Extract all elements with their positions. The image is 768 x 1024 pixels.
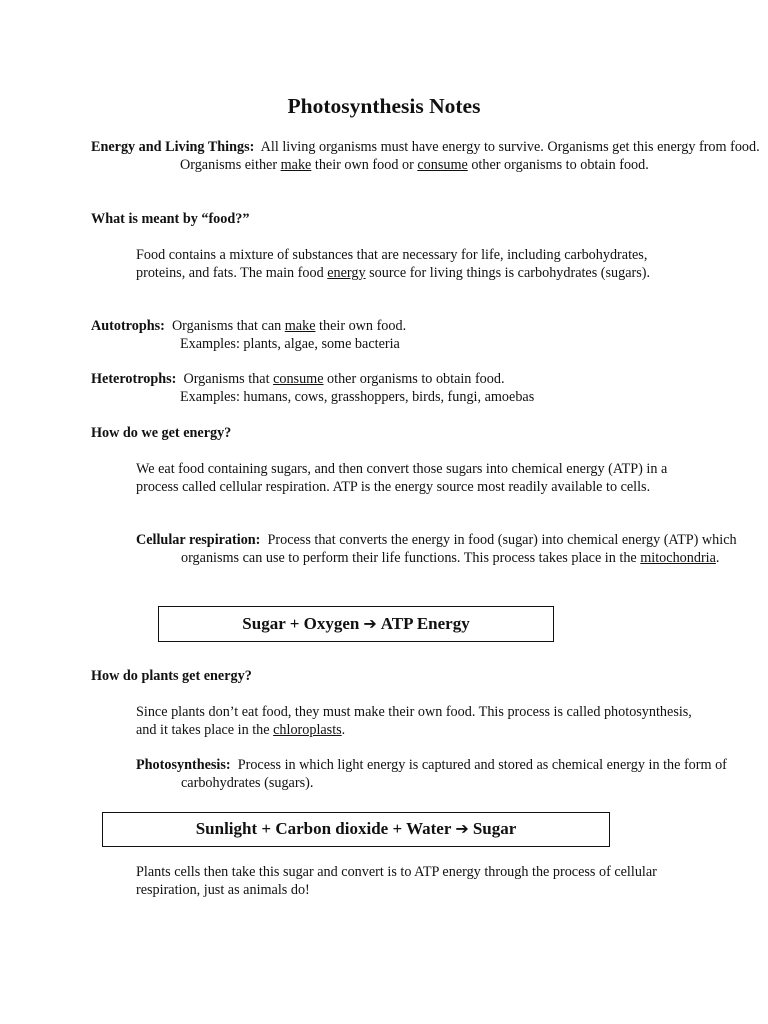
plants-question-heading [91,667,691,685]
heterotrophs-paragraph [91,370,691,388]
photosynthesis-label: Photosynthesis: [136,757,231,773]
respiration-equation-box [158,606,554,642]
closing-paragraph: Plants cells then take this sugar and convert is to ATP energy through the process of cellular respiration, just as animals do! [136,864,657,898]
cellular-respiration-paragraph [136,531,741,567]
cellular-respiration-text-1: Process that converts the energy in food (sugar) into chemical energy (ATP) which organisms can use to perform their life functions. This process takes place in the [181,532,737,566]
autotrophs-text-2: their own food. [315,318,407,334]
food-answer-energy: energy [327,265,366,281]
autotrophs-text-1: Organisms that can [171,318,285,334]
cellular-respiration-mitochondria: mitochondria [640,550,716,566]
plants-answer-chloroplasts: chloroplasts [273,722,342,738]
energy-living-text-1: All living organisms must have energy to survive. Organisms get this energy from food. Organisms either [180,139,760,173]
energy-answer: We eat food containing sugars, and then convert those sugars into chemical energy (ATP) in a process called cellular respiration. ATP is the energy source most readily available to cells. [136,461,668,495]
right-arrow-icon: ➔ [455,819,469,838]
heterotrophs-examples: Examples: humans, cows, grasshoppers, birds, fungi, amoebas [180,389,535,405]
autotrophs-label: Autotrophs: [91,318,165,334]
energy-living-label: Energy and Living Things: [91,139,255,155]
heterotrophs-text-2: other organisms to obtain food. [323,371,505,387]
photosynthesis-text: Process in which light energy is captured and stored as chemical energy in the form of carbohydrates (sugars). [181,757,727,791]
photosynthesis-paragraph [136,756,741,792]
cellular-respiration-text-2: . [715,550,720,566]
food-answer-paragraph [136,246,696,282]
energy-question-heading [91,424,691,442]
energy-living-paragraph [91,138,768,174]
energy-living-text-2: their own food or [311,157,418,173]
respiration-equation-right: ATP Energy [380,614,470,633]
photosynthesis-equation-left: Sunlight + Carbon dioxide + Water [195,819,452,838]
autotrophs-make: make [284,318,316,334]
energy-living-make: make [280,157,312,173]
heterotrophs-consume: consume [273,371,324,387]
right-arrow-icon: ➔ [363,614,377,633]
page-title: Photosynthesis Notes [287,94,481,118]
plants-answer-text-2: . [341,722,346,738]
food-question-heading [91,210,691,228]
food-question: What is meant by “food?” [91,211,250,227]
energy-living-consume: consume [417,157,468,173]
food-answer-text-1: Food contains a mixture of substances that are necessary for life, including carbohydrates, proteins, and fats. The main food [136,247,648,281]
plants-answer-paragraph [136,703,696,739]
respiration-equation-left: Sugar + Oxygen [242,614,360,633]
photosynthesis-equation-box [102,812,610,847]
food-answer-text-2: source for living things is carbohydrates (sugars). [365,265,651,281]
plants-answer-text-1: Since plants don’t eat food, they must make their own food. This process is called photosynthesis, and it takes place in the [136,704,692,738]
photosynthesis-equation-right: Sugar [472,819,517,838]
autotrophs-examples: Examples: plants, algae, some bacteria [180,336,400,352]
autotrophs-paragraph [91,317,691,335]
cellular-respiration-label: Cellular respiration: [136,532,261,548]
energy-question: How do we get energy? [91,425,232,441]
heterotrophs-text-1: Organisms that [183,371,274,387]
energy-living-text-3: other organisms to obtain food. [467,157,649,173]
heterotrophs-label: Heterotrophs: [91,371,177,387]
plants-question: How do plants get energy? [91,668,252,684]
